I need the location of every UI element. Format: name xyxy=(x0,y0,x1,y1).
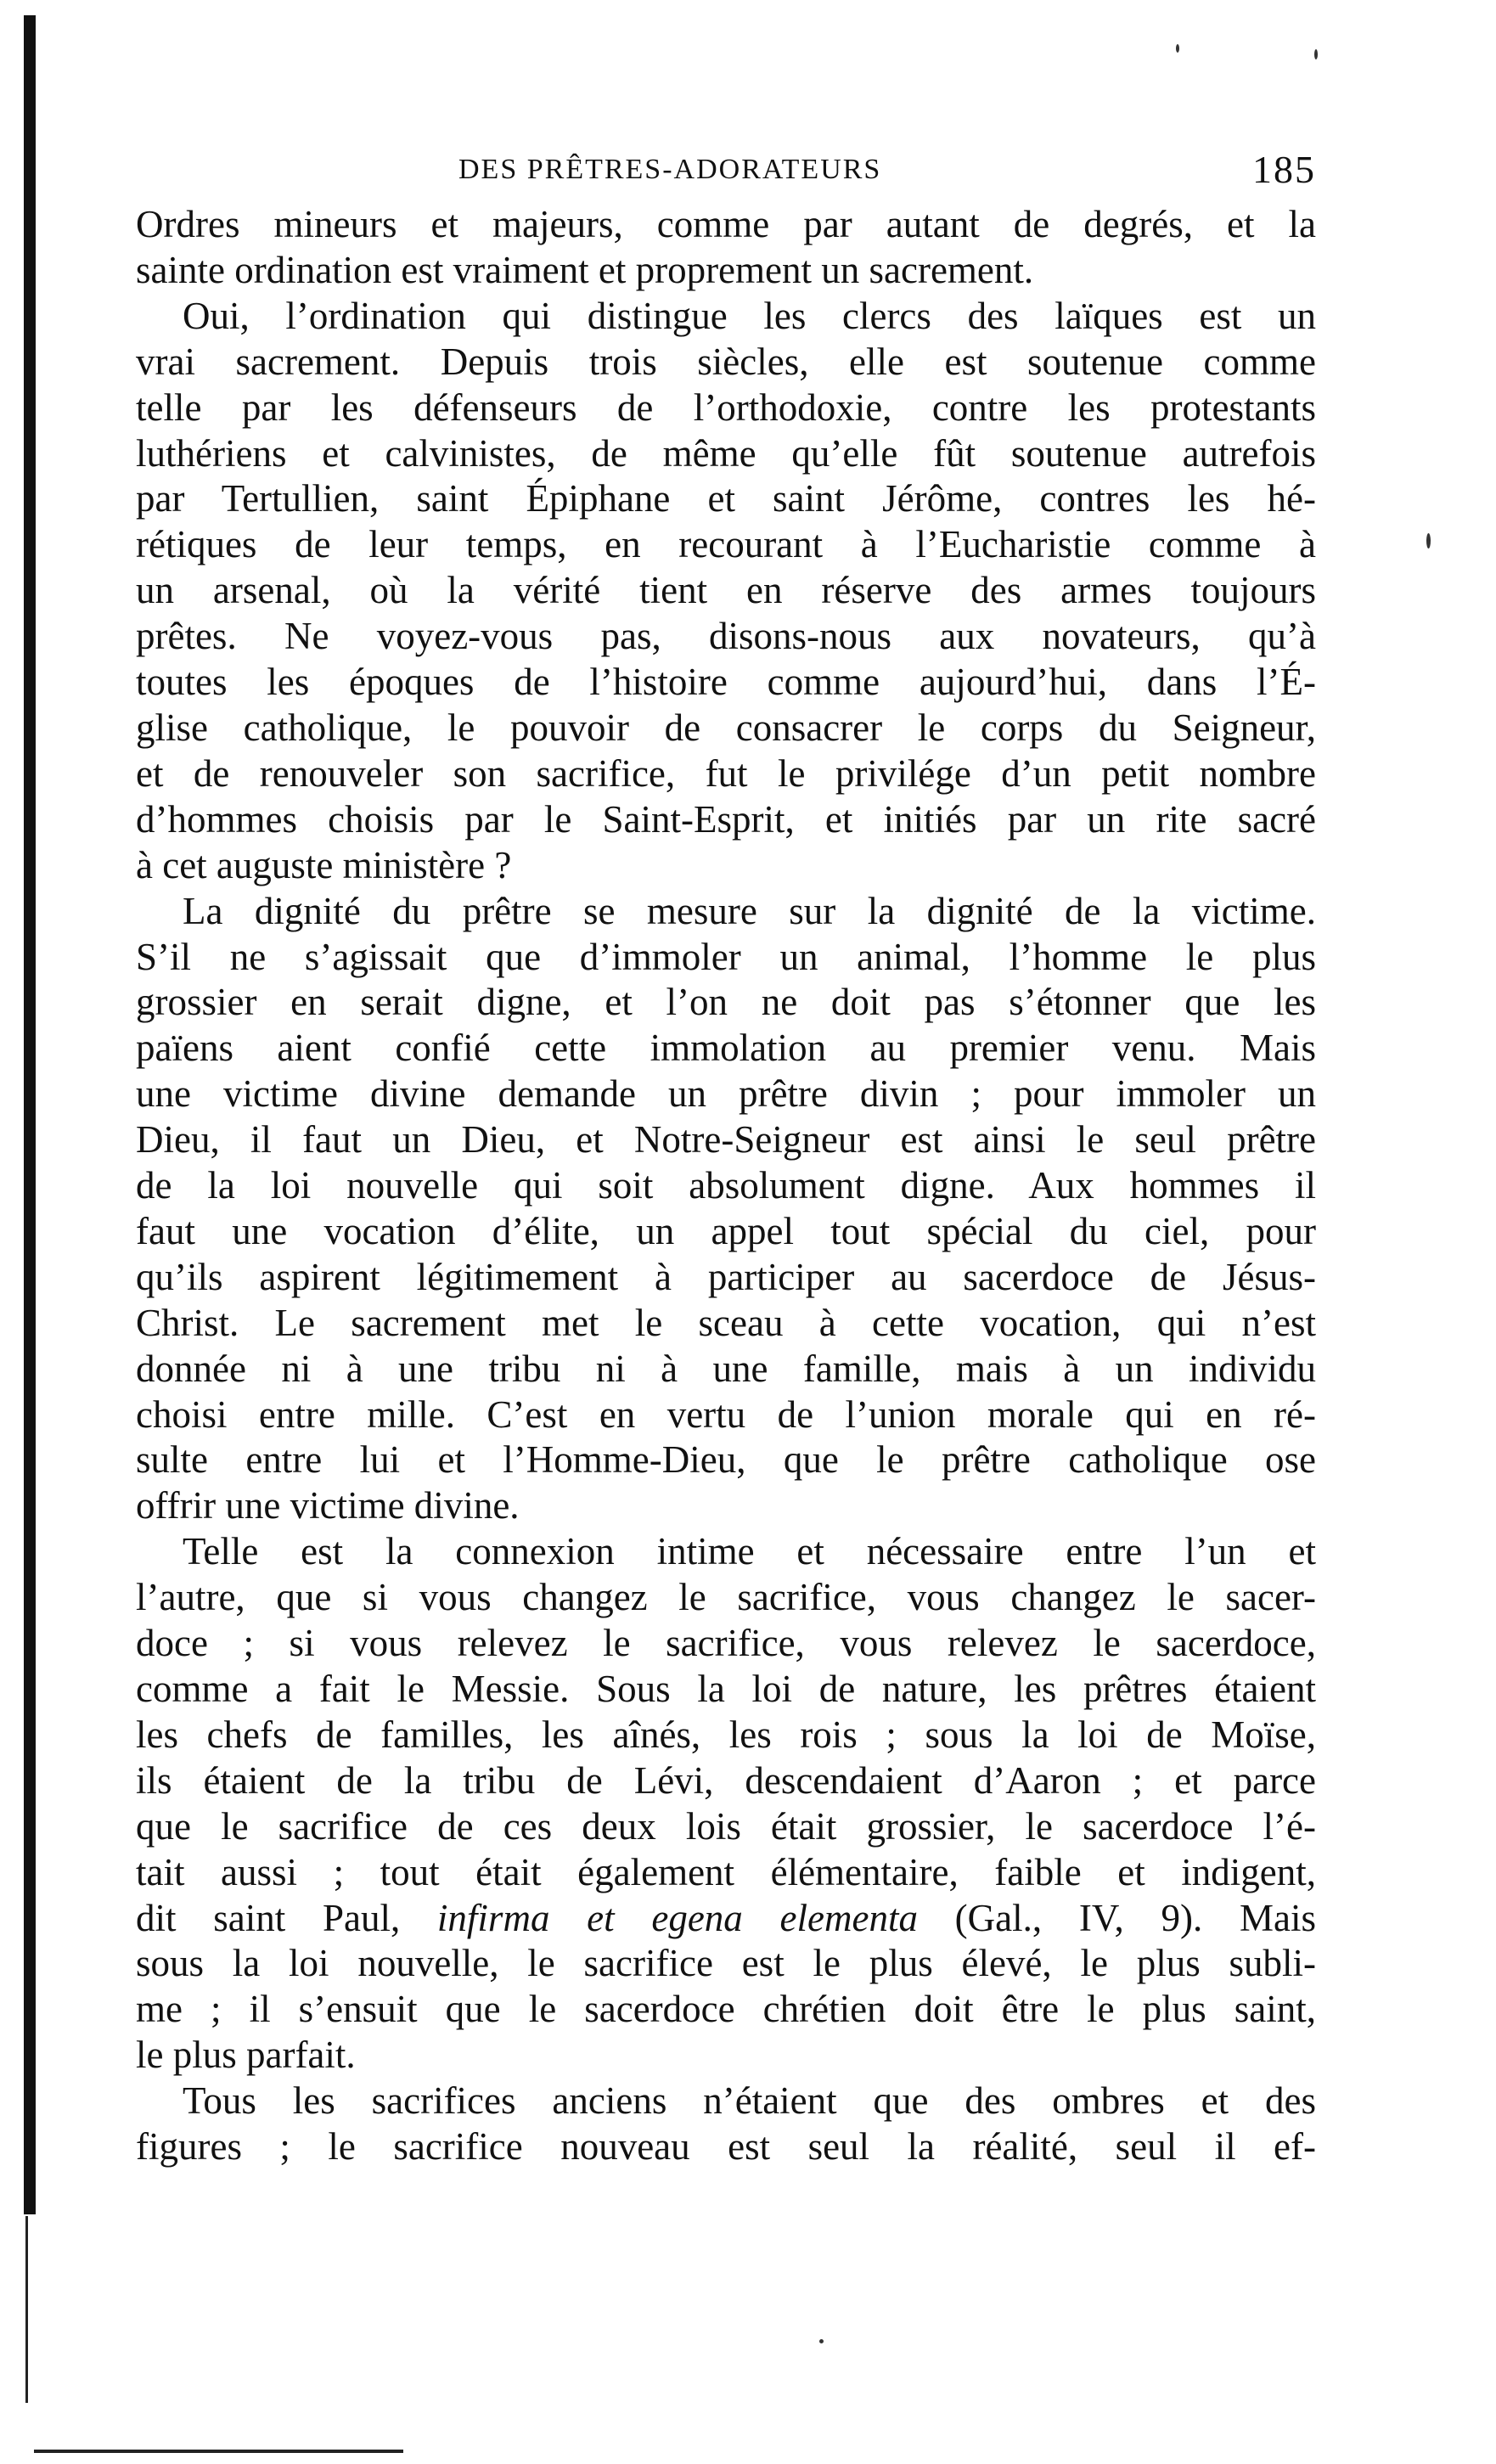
scan-speck xyxy=(1176,44,1179,53)
text-line: S’il ne s’agissait que d’immoler un animal, l’homme le plus xyxy=(136,935,1316,978)
text-line: Dieu, il faut un Dieu, et Notre-Seigneur est ainsi le seul prêtre xyxy=(136,1118,1316,1162)
body-text xyxy=(136,202,1316,2170)
text-line: par Tertullien, saint Épiphane et saint Jérôme, contres les hé- xyxy=(136,477,1316,520)
paragraph-4 xyxy=(136,1529,1316,2079)
running-head xyxy=(136,144,1316,195)
paragraph-3 xyxy=(136,889,1316,1530)
text-line: que le sacrifice de ces deux lois était grossier, le sacerdoce l’é- xyxy=(136,1804,1316,1848)
text-line: grossier en serait digne, et l’on ne doit pas s’étonner que les xyxy=(136,981,1316,1024)
text-line: rétiques de leur temps, en recourant à l’Eucharistie comme à xyxy=(136,523,1316,566)
text-fragment: (Gal., IV, 9). Mais xyxy=(917,1896,1316,1939)
page-number: 185 xyxy=(1252,148,1316,191)
paragraph-2 xyxy=(136,294,1316,889)
text-line: faut une vocation d’élite, un appel tout spécial du ciel, pour xyxy=(136,1209,1316,1252)
text-line: me ; il s’ensuit que le sacerdoce chrétien doit être le plus saint, xyxy=(136,1988,1316,2031)
text-fragment: dit saint Paul, xyxy=(136,1896,437,1939)
paragraph-1 xyxy=(136,202,1316,294)
text-line: Ordres mineurs et majeurs, comme par autant de degrés, et la xyxy=(136,203,1316,245)
scan-speck xyxy=(1314,49,1318,59)
text-line: luthériens et calvinistes, de même qu’elle fût soutenue autrefois xyxy=(136,431,1316,475)
text-line: à cet auguste ministère ? xyxy=(136,843,512,886)
text-line: doce ; si vous relevez le sacrifice, vous relevez le sacerdoce, xyxy=(136,1622,1316,1665)
text-line: le plus parfait. xyxy=(136,2034,356,2077)
text-line: La dignité du prêtre se mesure sur la dignité de la victime. xyxy=(183,889,1316,932)
text-line: Telle est la connexion intime et nécessaire entre l’un et xyxy=(183,1530,1316,1573)
text-line: Oui, l’ordination qui distingue les clercs des laïques est un xyxy=(183,294,1316,337)
scan-speck xyxy=(1426,533,1431,548)
text-line: de la loi nouvelle qui soit absolument digne. Aux hommes il xyxy=(136,1164,1316,1207)
text-line: les chefs de familles, les aînés, les rois ; sous la loi de Moïse, xyxy=(136,1713,1316,1756)
text-line: sous la loi nouvelle, le sacrifice est le plus élevé, le plus subli- xyxy=(136,1942,1316,1985)
text-line: une victime divine demande un prêtre divin ; pour immoler un xyxy=(136,1072,1316,1116)
text-line: païens aient confié cette immolation au premier venu. Mais xyxy=(136,1027,1316,1070)
text-line: qu’ils aspirent légitimement à participer au sacerdoce de Jésus- xyxy=(136,1255,1316,1298)
text-line: ils étaient de la tribu de Lévi, descendaient d’Aaron ; et parce xyxy=(136,1758,1316,1802)
text-line: un arsenal, où la vérité tient en réserve des armes toujours xyxy=(136,569,1316,612)
text-line: vrai sacrement. Depuis trois siècles, elle est soutenue comme xyxy=(136,340,1316,383)
text-line: Christ. Le sacrement met le sceau à cette vocation, qui n’est xyxy=(136,1301,1316,1344)
text-line: et de renouveler son sacrifice, fut le privilége d’un petit nombre xyxy=(136,751,1316,795)
text-line: donnée ni à une tribu ni à une famille, mais à un individu xyxy=(136,1347,1316,1390)
text-line: sulte entre lui et l’Homme-Dieu, que le prêtre catholique ose xyxy=(136,1438,1316,1482)
bottom-scan-rule xyxy=(34,2450,403,2453)
binding-edge-lower xyxy=(25,2216,28,2403)
text-line: sainte ordination est vraiment et proprement un sacrement. xyxy=(136,248,1034,291)
text-line: telle par les défenseurs de l’orthodoxie, contre les protestants xyxy=(136,385,1316,429)
text-line: choisi entre mille. C’est en vertu de l’union morale qui en ré- xyxy=(136,1392,1316,1436)
text-line-with-citation xyxy=(136,1896,1316,1942)
paragraph-5 xyxy=(136,2079,1316,2170)
text-line: prêtes. Ne voyez-vous pas, disons-nous aux novateurs, qu’à xyxy=(136,615,1316,658)
latin-quotation: infirma et egena elementa xyxy=(436,1896,918,1939)
binding-edge xyxy=(24,15,36,2214)
text-line: d’hommes choisis par le Saint-Esprit, et initiés par un rite sacré xyxy=(136,797,1316,841)
text-line: comme a fait le Messie. Sous la loi de nature, les prêtres étaient xyxy=(136,1668,1316,1710)
text-line: offrir une victime divine. xyxy=(136,1484,520,1527)
text-line: tait aussi ; tout était également élémentaire, faible et indigent, xyxy=(136,1850,1316,1893)
scan-speck xyxy=(819,2339,824,2343)
text-line: l’autre, que si vous changez le sacrifice, vous changez le sacer- xyxy=(136,1576,1316,1619)
running-title: DES PRÊTRES-ADORATEURS xyxy=(458,154,882,185)
text-line: figures ; le sacrifice nouveau est seul la réalité, seul il ef- xyxy=(136,2125,1316,2169)
text-line: toutes les époques de l’histoire comme aujourd’hui, dans l’É- xyxy=(136,661,1316,704)
text-line: Tous les sacrifices anciens n’étaient que des ombres et des xyxy=(183,2079,1316,2123)
text-line: glise catholique, le pouvoir de consacrer le corps du Seigneur, xyxy=(136,706,1316,749)
